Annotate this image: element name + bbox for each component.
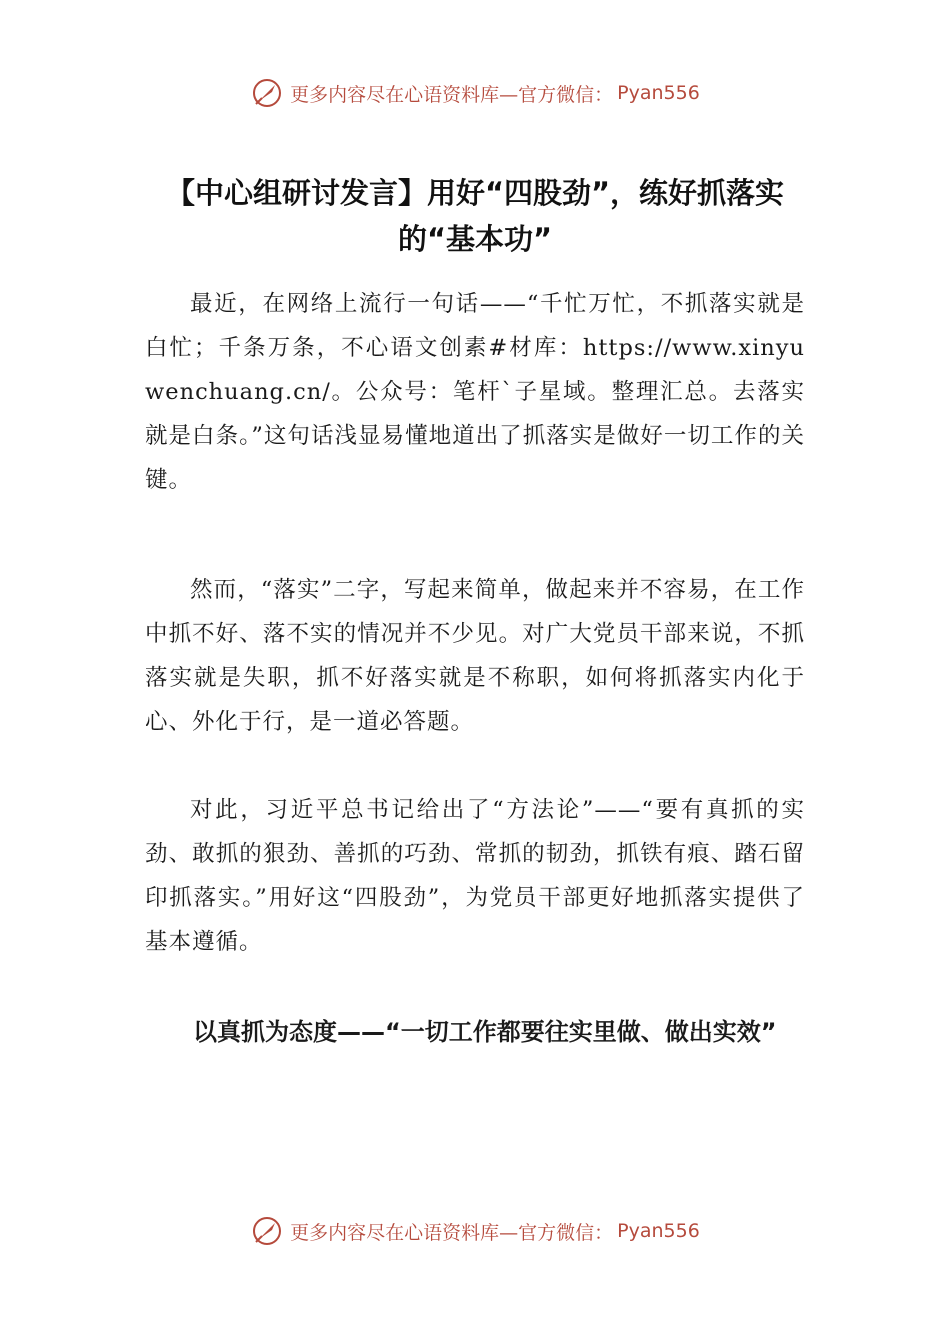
document-title: 【中心组研讨发言】用好“四股劲”，练好抓落实的“基本功” bbox=[165, 176, 785, 256]
footer-banner bbox=[0, 1214, 950, 1248]
section-heading: 以真抓为态度——“一切工作都要往实里做、做出实效” bbox=[193, 1018, 777, 1046]
paragraph-3: 对此，习近平总书记给出了“方法论”——“要有真抓的实劲、敢抓的狠劲、善抓的巧劲、常抓的韧劲，抓铁有痕、踏石留印抓落实。”用好这“四股劲”，为党员干部更好地抓落实提供了基本遵循。 bbox=[145, 797, 805, 955]
banner-wechat-id: Pyan556 bbox=[617, 82, 700, 104]
quill-logo-icon bbox=[250, 1214, 284, 1248]
banner-text: 更多内容尽在心语资料库—官方微信： bbox=[290, 83, 614, 106]
banner-wechat-id: Pyan556 bbox=[617, 1220, 700, 1242]
banner-text: 更多内容尽在心语资料库—官方微信： bbox=[290, 1221, 614, 1244]
header-banner bbox=[0, 76, 950, 110]
quill-logo-icon bbox=[250, 76, 284, 110]
paragraph-2: 然而，“落实”二字，写起来简单，做起来并不容易，在工作中抓不好、落不实的情况并不少见。对广大党员干部来说，不抓落实就是失职，抓不好落实就是不称职，如何将抓落实内化于心、外化于行，是一道必答题。 bbox=[145, 577, 805, 735]
paragraph-1: 最近，在网络上流行一句话——“千忙万忙，不抓落实就是白忙；千条万条，不心语文创素#材库：https://www.xinyuwenchuang.cn/。公众号：笔杆`子星域。整理汇总。去落实就是白条。”这句话浅显易懂地道出了抓落实是做好一切工作的关键。 bbox=[145, 291, 805, 493]
